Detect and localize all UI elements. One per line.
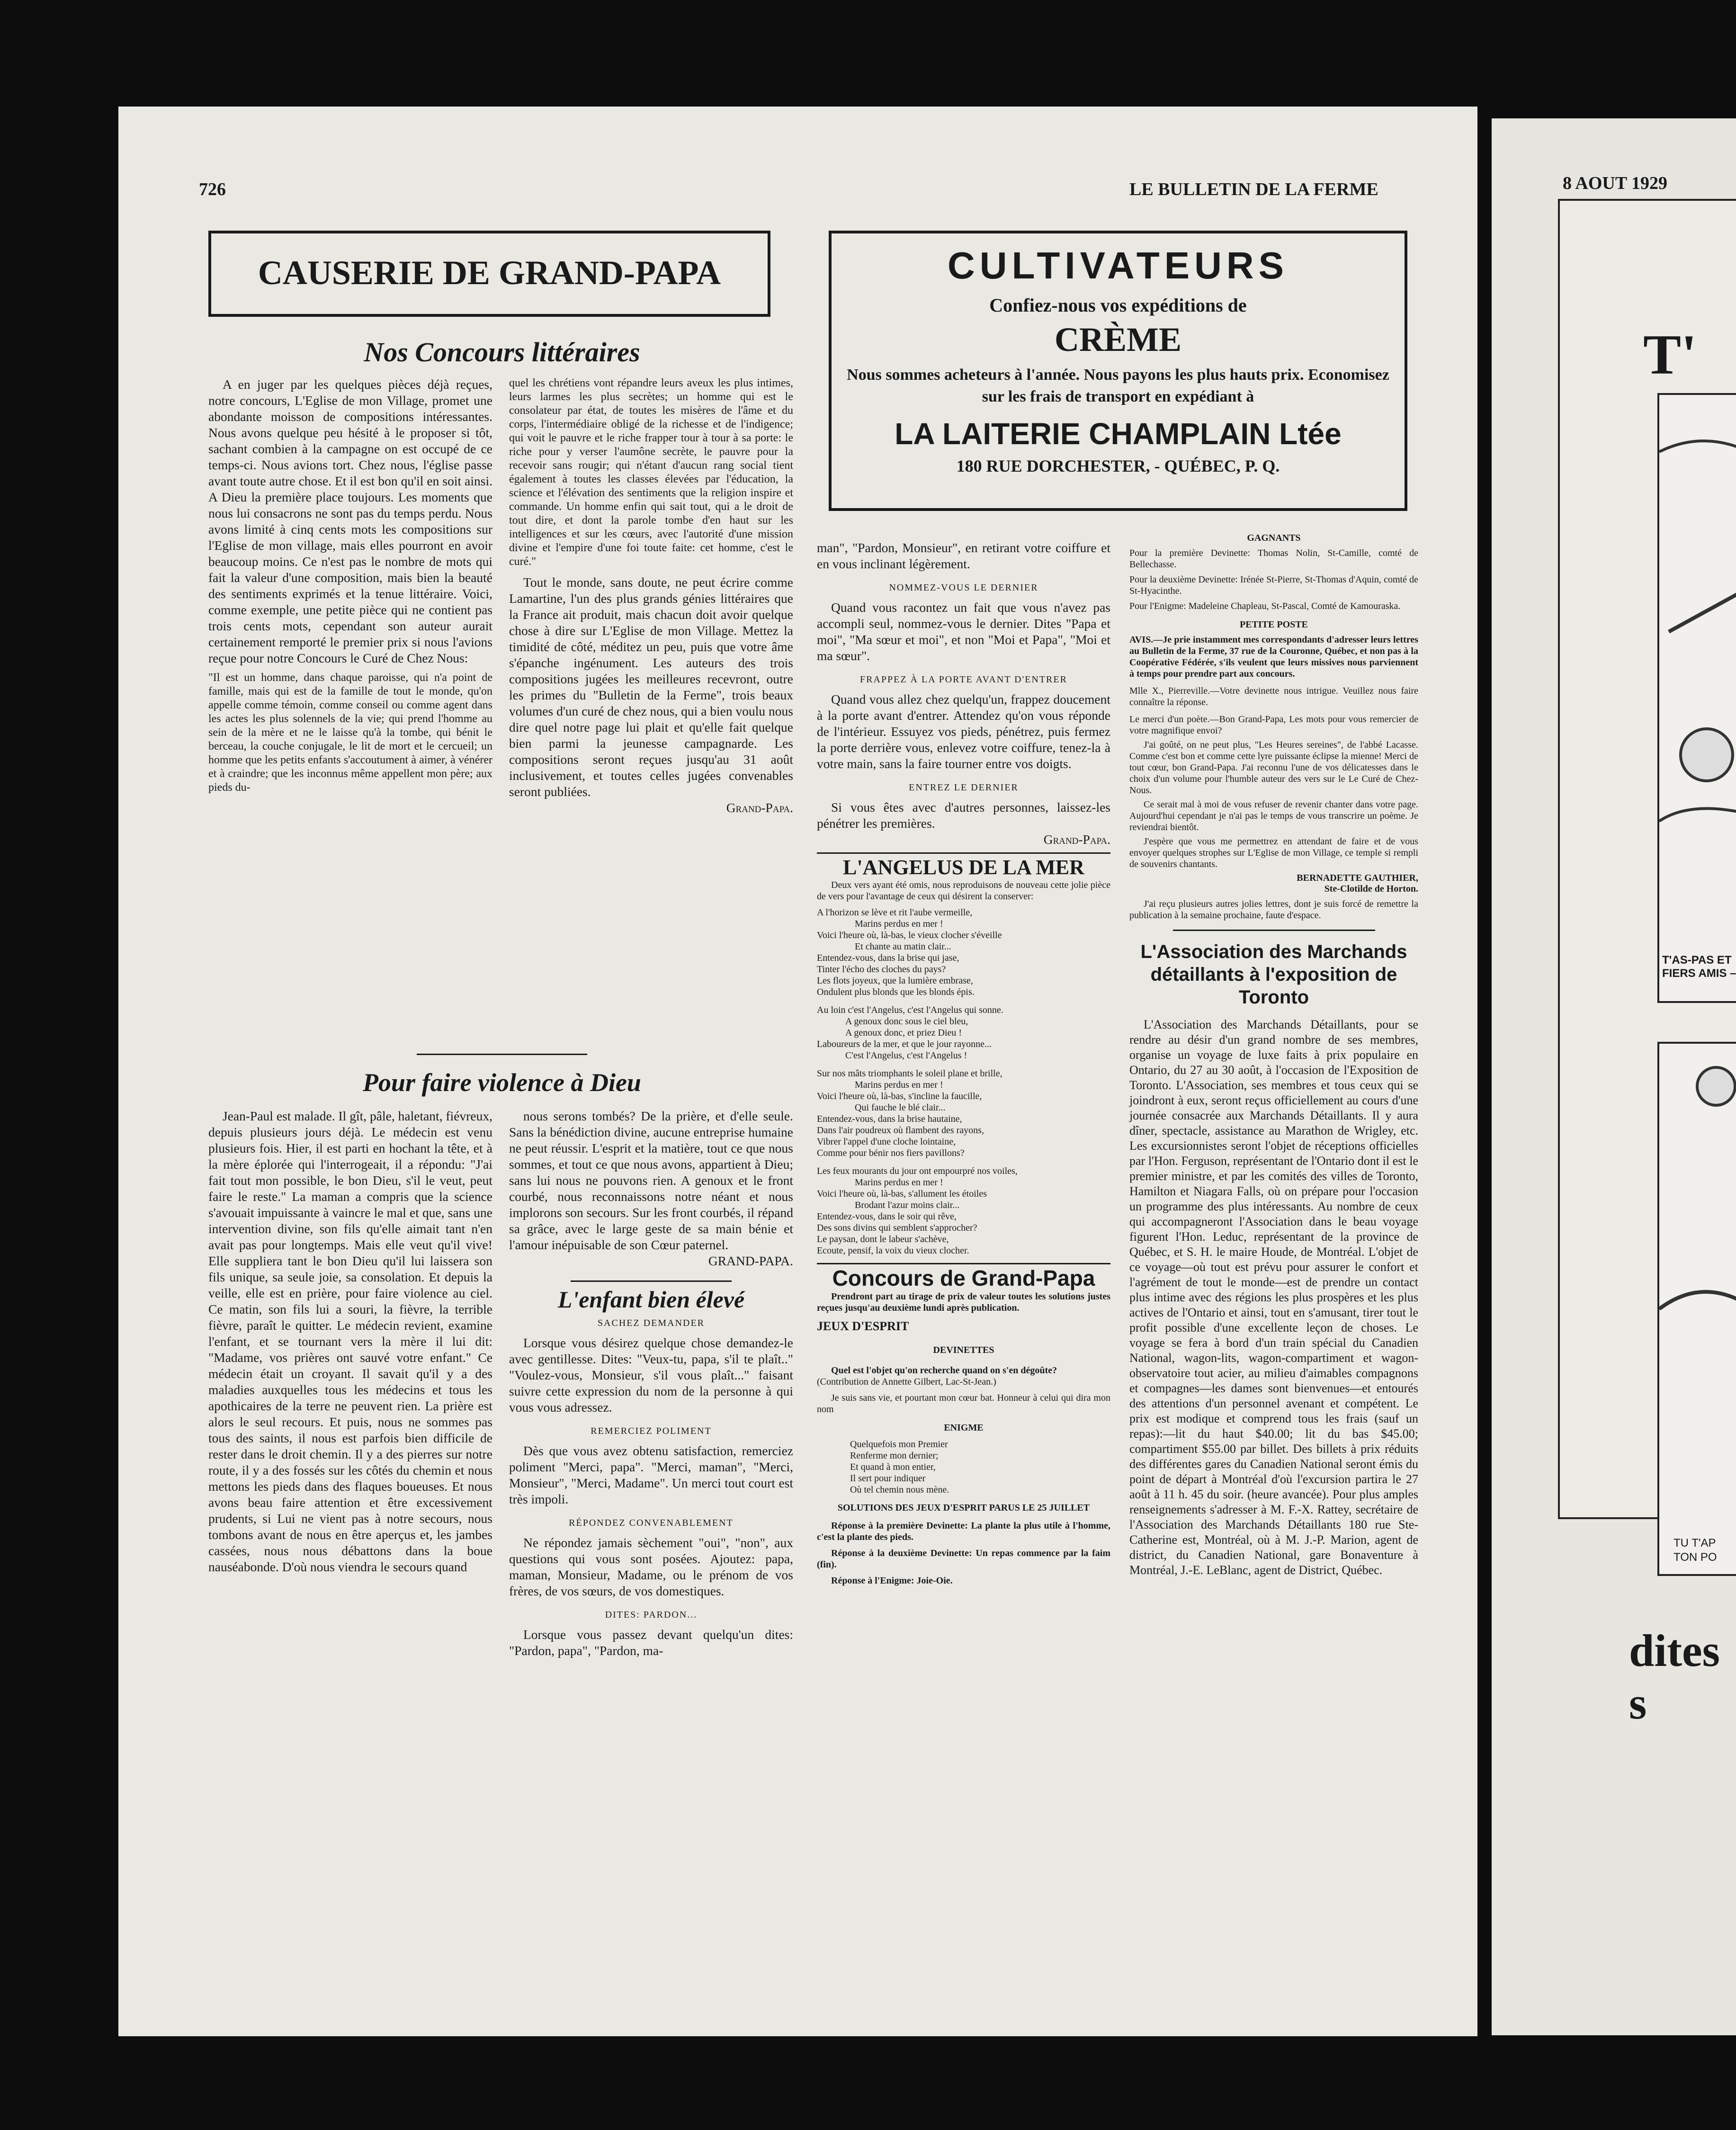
poem-line: Laboureurs de la mer, et que le jour rayonne...	[817, 1039, 992, 1049]
angelus-stanza-1	[817, 907, 1110, 998]
right-column	[1129, 533, 1418, 1578]
solutions-heading: SOLUTIONS DES JEUX D'ESPRIT PARUS LE 25 JUILLET	[837, 1503, 1090, 1513]
enigme-lines	[817, 1439, 1110, 1495]
middle-p6: Quand vous allez chez quelqu'un, frappez doucement à la porte avant d'entrer. Attendez qu'on vous réponde de l'intérieur. Essuyez vos pieds, pénétrez, puis fermez la porte derrière vous, enlevez votre coiffure, tenez-la à votre main, sans la faire tourner entre vos doigts.	[817, 692, 1110, 771]
poem-line: Vibrer l'appel d'une cloche lointaine,	[817, 1137, 956, 1147]
middle-cont: man", "Pardon, Monsieur", en retirant votre coiffure et en vous inclinant légèrement.	[817, 540, 1110, 571]
avis: AVIS.—Je prie instamment mes correspondants d'adresser leurs lettres au Bulletin de la Ferme, 37 rue de la Couronne, Québec, et non pas à la Coopérative Fédérée, s'ils veulent que leurs missives nous parviennent à temps pour prendre part aux concours.	[1129, 635, 1418, 679]
violence-text: Jean-Paul est malade. Il gît, pâle, haletant, fiévreux, depuis plusieurs jours déjà. Le médecin est venu plusieurs fois. Hier, il est parti en hochant la tête, et à la mère éplorée qui l'interrogeait, il a répondu: "J'ai fait tout mon possible, le bon Dieu, s'il le veut, peut faire le reste." La maman a compris que la science s'avouait impuissante à vaincre le mal et que, sans une intervention divine, son fils qu'elle aimait tant n'en avait pas pour longtemps. Mais elle veut qu'il vive! Elle suppliera tant le bon Dieu qu'il lui laissera son fils unique, sa seule joie, sa consolation. Et depuis la veille, elle est en prière, pour faire violence au ciel. Ce matin, son fils lui a souri, la fièvre, la terrible fièvre, paraît le quitter. Le médecin revient, examine l'enfant, et se tournant vers la mère il lui dit: "Madame, vos prières ont sauvé votre enfant." Ce médecin était un croyant. Il savait qu'il y a des maladies auxquelles tous les médecins et tous les apothicaires de la terre ne peuvent rien. La prière est alors le seul recours. Et puis, nous ne sommes pas tous des saints, il nous est parfois bien difficile de rester dans le droit chemin. Il y a des pierres sur notre route, il y a des fossés sur les côtés du chemin et nous mettons les pieds dans des flaques boueuses. Et nous avons beau faire attention et être excessivement prudents, si Lui ne vient pas à notre secours, nous tombons avant de nous en être aperçus et, les jambes cassées, nous nous débattons dans la boue nauséabonde. D'où nous viendra le secours quand	[208, 1109, 492, 1574]
paper-title: LE BULLETIN DE LA FERME	[1129, 179, 1378, 199]
section-divider	[817, 1263, 1110, 1264]
middle-column	[817, 540, 1110, 1586]
poem-line: Marins perdus en mer !	[855, 919, 943, 929]
violence-signature: GRAND-PAPA.	[708, 1253, 793, 1268]
issue-date: 8 AOUT 1929	[1563, 173, 1668, 193]
poem-line: C'est l'Angelus, c'est l'Angelus !	[845, 1050, 967, 1061]
poem-line: Comme pour bénir nos fiers pavillons?	[817, 1148, 965, 1158]
enfant-sub-3: RÉPONDEZ CONVENABLEMENT	[569, 1518, 734, 1528]
mlle-x: Mlle X., Pierreville.—Votre devinette nous intrigue. Veuillez nous faire connaître la réponse.	[1129, 686, 1418, 707]
violence-title: Pour faire violence à Dieu	[363, 1068, 641, 1097]
gagnant-3: Pour l'Enigme: Madeleine Chapleau, St-Pascal, Comté de Kamouraska.	[1129, 601, 1401, 611]
poem-line: Brodant l'azur moins clair...	[855, 1200, 960, 1210]
enigme-line: Renferme mon dernier;	[850, 1450, 939, 1461]
concours-quote: "Il est un homme, dans chaque paroisse, qui n'a point de famille, mais qui est de la famille de tout le monde, qu'on appelle comme témoin, comme conseil ou comme agent dans les actes les plus solennels de la vie; qui prend l'homme au sein de la mère et ne le laisse qu'à la tombe, qui bénit le berceau, la couche conjugale, le lit de mort et le cercueil; un homme que les petits enfants s'accoutument à aimer, à vénérer et à craindre; que les inconnus même appellent mon père; aux pieds du-	[208, 671, 492, 794]
enigme-line: Quelquefois mon Premier	[850, 1439, 948, 1450]
poem-line: Voici l'heure où, là-bas, s'incline la faucille,	[817, 1091, 982, 1101]
cartoon-panel-1	[1657, 393, 1736, 1003]
angelus-stanza-4	[817, 1165, 1110, 1256]
page-number: 726	[199, 179, 226, 199]
cartoon-panel-2	[1657, 1042, 1736, 1576]
devinette-credit: (Contribution de Annette Gilbert, Lac-St-Jean.)	[817, 1377, 996, 1387]
angelus-intro: Deux vers ayant été omis, nous reproduisons de nouveau cette jolie pièce de vers pour l'avantage de ceux qui désirent la conserver:	[817, 880, 1110, 902]
causerie-box	[208, 231, 770, 317]
poem-line: Sur nos mâts triomphants le soleil plane et brille,	[817, 1068, 1002, 1079]
cartoon-illustration-icon	[1659, 395, 1736, 1001]
poem-line: Au loin c'est l'Angelus, c'est l'Angelus qui sonne.	[817, 1005, 1003, 1015]
cultivateurs-ad	[829, 231, 1407, 511]
poem-line: Le paysan, dont le labeur s'achève,	[817, 1234, 949, 1244]
poem-line: Entendez-vous, dans la brise hautaine,	[817, 1114, 962, 1124]
cartoon-illustration-icon	[1659, 1044, 1736, 1574]
concours-intro: Prendront part au tirage de prix de valeur toutes les solutions justes reçues jusqu'au deuxième lundi après publication.	[817, 1291, 1110, 1313]
angelus-stanza-2	[817, 1004, 1110, 1061]
poem-line: Marins perdus en mer !	[855, 1177, 943, 1188]
poem-line: Tinter l'écho des cloches du pays?	[817, 964, 946, 975]
violence-column-1	[208, 1108, 492, 1575]
concours-text: A en juger par les quelques pièces déjà reçues, notre concours, L'Eglise de mon Village, promet une abondante moisson de compositions intéressantes. Nous avons quelque peu hésité à le proposer si tôt, sachant combien à la campagne on est occupé de ce temps-ci. Nous avions tort. Chez nous, l'église passe avant toute autre chose. Et il est bon qu'il en soit ainsi. A Dieu la première place toujours. Les moments que nous lui consacrons ne sont pas du temps perdu. Nous avons limité à cinq cents mots les compositions sur l'Eglise de mon village, mais elles pourront en avoir beaucoup moins. Ce n'est pas le nombre de mots qui fait la valeur d'une composition, mais bien la beauté des sentiments exprimés et la tenue littéraire. Voici, comme exemple, une petite pièce qui ne contient pas trois cents mots, cependant son auteur aurait certainement remporté le premier prix si nous l'avions reçue pour notre Concours le Curé de Chez Nous:	[208, 377, 492, 665]
enfant-p4: Lorsque vous passez devant quelqu'un dites: "Pardon, papa", "Pardon, ma-	[509, 1627, 793, 1658]
poem-line: A genoux donc sous le ciel bleu,	[845, 1016, 968, 1027]
enfant-sub-4: DITES: PARDON...	[605, 1610, 698, 1620]
section-divider	[571, 1280, 732, 1282]
right-page-heading: T'	[1643, 323, 1697, 386]
poem-line: Ecoute, pensif, la voix du vieux clocher.	[817, 1245, 969, 1256]
devinette-2: Je suis sans vie, et pourtant mon cœur bat. Honneur à celui qui dira mon nom	[817, 1393, 1110, 1414]
merci-poete-4: J'espère que vous me permettrez en attendant de faire et de vous envoyer quelques strophes sur L'Eglise de mon Village, ce temple si rempli de souvenirs chantants.	[1129, 836, 1418, 869]
reponse-3: Réponse à l'Enigme: Joie-Oie.	[831, 1575, 953, 1586]
petite-poste-heading: PETITE POSTE	[1240, 619, 1308, 630]
merci-poete: Le merci d'un poète.—Bon Grand-Papa, Les mots pour vous remercier de votre magnifique envoi?	[1129, 714, 1418, 736]
enigme-line: Où tel chemin nous mène.	[850, 1485, 949, 1495]
recu-note: J'ai reçu plusieurs autres jolies lettres, dont je suis forcé de remettre la publication à la semaine prochaine, faute d'espace.	[1129, 899, 1418, 921]
dites-text: dites s	[1629, 1625, 1720, 1728]
concours-signature: Grand-Papa.	[726, 800, 793, 815]
violence-column-2	[509, 1108, 793, 1659]
section-divider	[817, 852, 1110, 854]
reponse-1: Réponse à la première Devinette: La plante la plus utile à l'homme, c'est la plante des pieds.	[817, 1521, 1110, 1542]
poem-line: Dans l'air poudreux où flambent des rayons,	[817, 1125, 984, 1136]
gagnant-2: Pour la deuxième Devinette: Irénée St-Pierre, St-Thomas d'Aquin, comté de St-Hyacinthe.	[1129, 574, 1418, 596]
reponse-2: Réponse à la deuxième Devinette: Un repas commence par la faim (fin).	[817, 1548, 1110, 1570]
middle-sub-7: ENTREZ LE DERNIER	[909, 782, 1019, 793]
middle-sub-6: FRAPPEZ À LA PORTE AVANT D'ENTRER	[860, 674, 1067, 685]
middle-sub-5: NOMMEZ-VOUS LE DERNIER	[889, 582, 1038, 593]
ad-address: 180 RUE DORCHESTER, - QUÉBEC, P. Q.	[956, 456, 1280, 475]
poem-line: Les feux mourants du jour ont empourpré nos voiles,	[817, 1166, 1018, 1176]
poem-line: Les flots joyeux, que la lumière embrase,	[817, 976, 973, 986]
cartoon-caption-1: T'AS-PAS ET FIERS AMIS –	[1662, 954, 1736, 980]
middle-p5: Quand vous racontez un fait que vous n'avez pas accompli seul, nommez-vous le dernier. Dites "Papa et moi", "Ma sœur et moi", et non "Moi et Papa", "Moi et ma sœur".	[817, 600, 1110, 663]
association-text: L'Association des Marchands Détaillants, pour se rendre au désir d'un grand nombre de ses membres, organise un voyage de luxe faits à prix populaire en Ontario, du 27 au 30 août, à l'occasion de l'Exposition de Toronto. L'Association, ses membres et tous ceux qui se joindront à eux, seront reçus officiellement au cours d'une journée consacrée aux Marchands Détaillants. Il y aura dîner, spectacle, assistance au Marathon de Wrigley, etc. Les excursionnistes seront l'objet de réceptions officielles par l'Hon. Ferguson, représentant de l'Ontario dont il est le premier ministre, et par les comités des villes de Toronto, Hamilton et Niagara Falls, où on prépare pour l'occasion un programme des plus intéressants. Au nombre de ceux qui accompagneront l'Association dans le beau voyage figurent l'Hon. Leduc, représentant de la province de Québec, et S. H. le maire Houde, de Montréal. L'objet de ce voyage—où tout est prévu pour assurer le confort et l'agrément de tout le monde—est de prendre un contact plus intime avec des régions les plus prospères et les plus actives de l'Ontario et ainsi, tout en s'amusant, tirer tout le profit possible d'une excellente leçon de choses. Le voyage se fera à bord d'un train spécial du Canadien National, wagon-lits, wagon-compartiment et wagon-observatoire tout acier, au milieu d'aimables compagnons et compagnes—les dames sont bienvenues—et entourés des attentions d'un personnel avenant et compétent. Le prix est modique et comprend tous les frais (sauf un repas):—lit du haut $40.00; lit du bas $45.00; compartiment $55.00 par billet. Des billets à prix réduits des différentes gares du Canadien National seront émis du point de départ à Montréal d'où l'excursion partira le 27 août à 11 h. 45 du soir. (heure avancée). Pour plus amples renseignements s'adresser à M. F.-X. Rattey, secrétaire de l'Association des Marchands Détaillants 180 rue Ste-Catherine est, Montréal, où à M. J.-P. Marion, agent de district, du Canadien National, gare Bonaventure à Montréal, J.-E. LeBlanc, agent de District, Québec.	[1129, 1018, 1418, 1577]
concours-column-1	[208, 376, 492, 795]
enfant-sub-1: SACHEZ DEMANDER	[597, 1318, 705, 1328]
enfant-p3: Ne répondez jamais sèchement "oui", "non", aux questions qui vous sont posées. Ajoutez: papa, maman, Monsieur, Madame, ou le prénom de vos frères, de vos sœurs, de vos domestiques.	[509, 1535, 793, 1598]
ad-title: CULTIVATEURS	[948, 244, 1289, 286]
ad-creme: CRÈME	[1055, 321, 1181, 358]
association-title: L'Association des Marchands détaillants à l'exposition de Toronto	[1140, 941, 1407, 1008]
section-divider	[1173, 930, 1375, 931]
jeux-heading: JEUX D'ESPRIT	[817, 1319, 909, 1333]
middle-signature: Grand-Papa.	[1043, 832, 1110, 847]
poem-line: Voici l'heure où, là-bas, le vieux clocher s'éveille	[817, 930, 1002, 940]
ad-line1: Confiez-nous vos expéditions de	[989, 295, 1247, 316]
enigme-heading: ENIGME	[944, 1423, 984, 1433]
ad-line2: Nous sommes acheteurs à l'année. Nous payons les plus hauts prix. Economisez sur les frais de transport en expédiant à	[847, 366, 1389, 405]
poem-line: Marins perdus en mer !	[855, 1080, 943, 1090]
middle-p7: Si vous êtes avec d'autres personnes, laissez-les pénétrer les premières.	[817, 800, 1110, 831]
merci-poete-3: Ce serait mal à moi de vous refuser de revenir chanter dans votre page. Aujourd'hui cependant je n'ai pas le temps de vous transcrire un poème. Je reviendrai bientôt.	[1129, 799, 1418, 832]
poem-line: Des sons divins qui semblent s'approcher?	[817, 1223, 977, 1233]
merci-poete-2: J'ai goûté, on ne peut plus, "Les Heures sereines", de l'abbé Lacasse. Comme c'est bon et comme cette lyre puissante éclipse la mienne! Merci de tout cœur, bon Grand-Papa. J'ai reconnu l'une de vos délicatesses dans le choix d'un volume pour l'humble auteur des vers sur le Le Curé de Chez-Nous.	[1129, 740, 1418, 796]
poem-line: Qui fauche le blé clair...	[855, 1102, 946, 1113]
enfant-p1: Lorsque vous désirez quelque chose demandez-le avec gentillesse. Dites: "Veux-tu, papa, s'il te plaît.." "Voulez-vous, Monsieur, s'il vous plaît..." faisant suivre cette expression du nom de la personne à qui vous vous adressez.	[509, 1335, 793, 1414]
concours-litteraires-title: Nos Concours littéraires	[364, 337, 640, 367]
signature-bernadette: BERNADETTE GAUTHIER,	[1297, 873, 1418, 883]
enfant-sub-2: REMERCIEZ POLIMENT	[591, 1426, 712, 1436]
poem-line: Ondulent plus blonds que les blonds épis.	[817, 987, 975, 997]
cartoon-caption-2: TU T'AP TON PO	[1673, 1537, 1717, 1564]
section-divider	[417, 1054, 587, 1055]
signature-place: Ste-Clotilde de Horton.	[1324, 884, 1418, 894]
poem-line: Entendez-vous, dans la brise qui jase,	[817, 953, 959, 963]
enigme-line: Et quand à mon entier,	[850, 1462, 936, 1472]
poem-line: A genoux donc, et priez Dieu !	[845, 1028, 962, 1038]
concours-text-cont: Tout le monde, sans doute, ne peut écrire comme Lamartine, l'un des plus grands génies littéraires que la France ait produit, mais chacun doit avoir quelque chose à dire sur L'Eglise de mon Village. Mettez la timidité de côté, méditez un peu, puis que votre âme s'épanche ingénument. Les auteurs des trois compositions jugées les meilleures recevront, outre les primes du "Bulletin de la Ferme", trois beaux volumes d'un curé de chez nous, qui a bien voulu nous dire quel notre page lui plait et qu'elle fait quelque bien parmi la jeunesse campagnarde. Les compositions seront reçues jusqu'au 31 août inclusivement, et toutes celles jugées convenables seront publiées.	[509, 575, 793, 799]
poem-line: A l'horizon se lève et rit l'aube vermeille,	[817, 907, 973, 918]
angelus-title: L'ANGELUS DE LA MER	[843, 856, 1084, 879]
enigme-line: Il sert pour indiquer	[850, 1473, 926, 1484]
poem-line: Voici l'heure où, là-bas, s'allument les étoiles	[817, 1189, 987, 1199]
ad-company: LA LAITERIE CHAMPLAIN Ltée	[895, 417, 1342, 451]
poem-line: Entendez-vous, dans le soir qui rêve,	[817, 1211, 957, 1222]
angelus-stanza-3	[817, 1068, 1110, 1159]
enfant-title: L'enfant bien élevé	[557, 1286, 745, 1313]
concours-quote-cont: quel les chrétiens vont répandre leurs aveux les plus intimes, leurs larmes les plus secrètes; un homme qui est le consolateur par état, de toutes les misères de l'âme et du corps, l'intermédiaire obligé de la richesse et de l'indigence; qui voit le pauvre et le riche frapper tour à tour à sa porte: le riche pour y verser l'aumône secrète, le pauvre pour la recevoir sans rougir; qui n'étant d'aucun rang social tient également à toutes les classes élevées par l'éducation, la science et l'élévation des sentiments que la religion inspire et commande. Un homme enfin qui sait tout, qui a le droit de tout dire, et dont la parole tombe d'en haut sur les intelligences et sur les cœurs, avec l'autorité d'une mission divine et l'empire d'une foi toute faite: cet homme, c'est le curé."	[509, 377, 793, 568]
gagnants-heading: GAGNANTS	[1247, 533, 1301, 543]
devinette-1: Quel est l'objet qu'on recherche quand on s'en dégoûte?	[831, 1365, 1057, 1376]
devinettes-heading: DEVINETTES	[933, 1345, 994, 1355]
causerie-title: CAUSERIE DE GRAND-PAPA	[258, 254, 721, 292]
concours-grand-papa-title: Concours de Grand-Papa	[832, 1266, 1095, 1290]
poem-line: Et chante au matin clair...	[855, 941, 951, 952]
violence-text-cont: nous serons tombés? De la prière, et d'elle seule. Sans la bénédiction divine, aucune entreprise humaine ne peut réussir. L'esprit et la matière, tout ce que nous sommes, et tout ce que nous avons, appartient à Dieu; sans lui nous ne pouvons rien. A genoux et le front courbé, nous reconnaissons notre néant et nous implorons son secours. Sur les front courbés, il répand sa grâce, avec le large geste de sa main bénie et l'amour inépuisable de son Cœur paternel.	[509, 1109, 793, 1252]
concours-column-2	[509, 376, 793, 816]
gagnant-1: Pour la première Devinette: Thomas Nolin, St-Camille, comté de Bellechasse.	[1129, 548, 1418, 570]
enfant-p2: Dès que vous avez obtenu satisfaction, remerciez poliment "Merci, papa". "Merci, maman", "Merci, Monsieur", "Merci, Madame". Un merci tout court est très impoli.	[509, 1443, 793, 1506]
